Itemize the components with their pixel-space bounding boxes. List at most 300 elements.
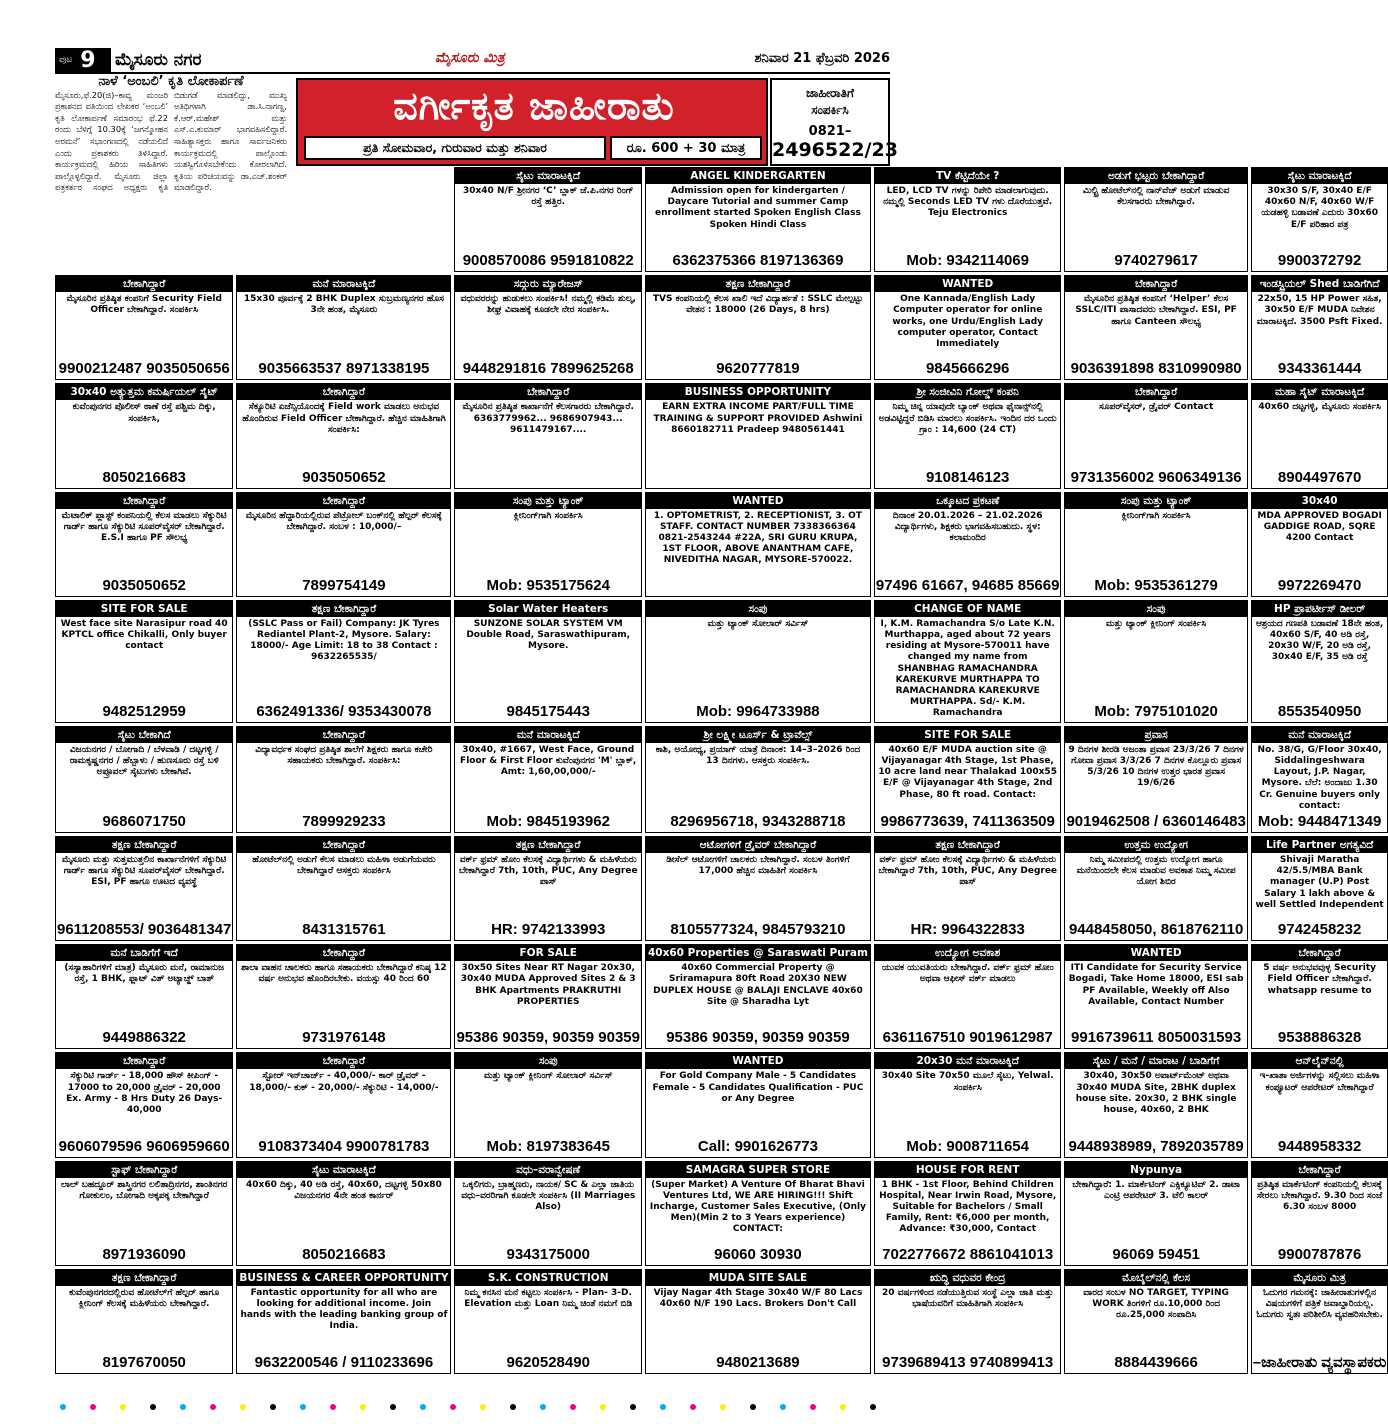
- ad-title: ಮನೆ ಮಾರಾಟಕ್ಕಿದೆ: [237, 276, 450, 292]
- ad-phone: 8050216683: [302, 1245, 386, 1263]
- ad-title: WANTED: [646, 1053, 870, 1069]
- ad-title: ಉದ್ಯೋಗ ಅವಕಾಶ: [875, 945, 1061, 961]
- ad-body: 30x50 Sites Near RT Nagar 20x30, 30x40 MUDA Approved Sites 2 & 3 BHK Apartments PRAKRUTHI PROPERTIES: [460, 963, 636, 1007]
- registration-dot: [210, 1404, 216, 1410]
- ad-phone: 9739689413 9740899413: [882, 1353, 1054, 1371]
- ad-phone: 9008570086 9591810822: [462, 252, 634, 270]
- ad-title: ಸದ್ಗುರು ಮ್ಯಾರೇಜಸ್: [455, 276, 641, 292]
- ad-body: ಆಶ್ರಯದ ಗಣಪತಿ ಬಡಾವಣೆ 18ನೇ ಹಂತ, 40x60 S/F, 40 ಅಡಿ ರಸ್ತೆ, 20x30 W/F, 20 ಅಡಿ ರಸ್ತೆ, 30x40 E/F, 35 ಅಡಿ ರಸ್ತೆ: [1255, 618, 1384, 663]
- ad-phone: 9986773639, 7411363509: [880, 812, 1055, 830]
- ad-body: ದಿನಾಂಕ 20.01.2026 – 21.02.2026 ವಿದ್ಯಾರ್ಥಿಗಳು, ಶಿಕ್ಷಕರು ಭಾಗವಹಿಸಬಹುದು. ಸ್ಥಳ: ಕಲಾಮಂದಿರ: [892, 510, 1043, 544]
- ad-title: ಮೊಬೈಲ್‌ನಲ್ಲಿ ಕೆಲಸ: [1065, 1270, 1246, 1286]
- ad-title: ಆನ್‌ಲೈನ್‌ನಲ್ಲಿ: [1252, 1053, 1388, 1069]
- ad-title: BUSINESS & CAREER OPPORTUNITY: [239, 1271, 449, 1284]
- ad-phone: 95386 90359, 90359 90359: [456, 1029, 640, 1047]
- registration-dot: [750, 1404, 756, 1410]
- ad-phone: 7899754149: [302, 576, 386, 594]
- ad-title: Nypunya: [1065, 1162, 1246, 1178]
- registration-dot: [450, 1404, 456, 1410]
- ad-body: 40x60 ದಟ್ಟಗಳ್ಳಿ, ಮೈಸೂರು ಸಂಪರ್ಕಿಸಿ: [1258, 402, 1381, 413]
- ad-body: ಕುವೆಂಪುನಗರ ಪೊಲೀಸ್ ಠಾಣೆ ರಸ್ತೆ ಪಶ್ಚಿಮ ದಿಕ್ಕು, ಸಂಪರ್ಕಿಸಿ,: [72, 402, 216, 424]
- page-label: ಪುಟ: [59, 55, 73, 65]
- classified-ad: [1064, 944, 1247, 1049]
- ad-title: ಒಕ್ಕೂಟದ ಪ್ರಕಟಣೆ: [875, 493, 1061, 509]
- classified-ad: [1251, 600, 1388, 723]
- ad-title: ತಕ್ಷಣ ಬೇಕಾಗಿದ್ದಾರೆ: [237, 601, 450, 617]
- ad-title: ತಕ್ಷಣ ಬೇಕಾಗಿದ್ದಾರೆ: [875, 837, 1061, 853]
- ad-title: ಬೇಕಾಗಿದ್ದಾರೆ: [237, 727, 450, 743]
- classified-ad: [55, 944, 233, 1049]
- classified-ad: [1064, 1269, 1247, 1374]
- classified-ad: [454, 600, 642, 723]
- ad-phone: 9448458050, 8618762110: [1068, 921, 1244, 939]
- ad-title: ಬೇಕಾಗಿದ್ದಾರೆ: [1252, 945, 1388, 961]
- classified-ad: [1251, 944, 1388, 1049]
- classified-ad: [645, 836, 871, 941]
- classified-ad: [1251, 383, 1388, 488]
- classified-ad: [454, 1269, 642, 1374]
- ad-phone: 9740279617: [1114, 252, 1198, 270]
- ad-body: West face site Narasipur road 40 KPTCL office Chikalli, Only buyer contact: [60, 618, 228, 652]
- ad-title: 30x40 ಅತ್ಯುತ್ತಮ ಕಮರ್ಷಿಯಲ್ ಸೈಟ್: [56, 384, 232, 400]
- ad-phone: 96069 59451: [1112, 1245, 1200, 1263]
- ad-phone: 9611208553/ 9036481347: [57, 921, 232, 939]
- ad-title: ತಕ್ಷಣ ಬೇಕಾಗಿದ್ದಾರೆ: [646, 276, 870, 292]
- ad-title: Life Partner ಅಗತ್ಯವಿದೆ: [1252, 837, 1388, 853]
- ad-phone: 9019462508 / 6360146483: [1066, 812, 1246, 830]
- ad-title: ಬೇಕಾಗಿದ್ದಾರೆ: [237, 493, 450, 509]
- ad-title: ಬೇಕಾಗಿದ್ದಾರೆ: [1252, 1162, 1388, 1178]
- ad-body: ಓದುಗರ ಗಮನಕ್ಕೆ: ಜಾಹೀರಾತುಗಳಲ್ಲಿನ ವಿಷಯಗಳಿಗೆ ಪತ್ರಿಕೆ ಜವಾಬ್ದಾರಿಯಲ್ಲ. ಓದುಗರು ಸ್ವತಃ ಪರಿಶೀಲಿಸಿ ವ್ಯವಹರಿಸಬೇಕು.: [1256, 1287, 1383, 1321]
- classified-ad: [645, 944, 871, 1049]
- paper-logo: ಮೈಸೂರು ಮಿತ್ರ: [435, 50, 505, 66]
- contact-line-2: ಸಂಪರ್ಕಿಸಿ: [811, 103, 849, 117]
- ad-contact-box: [770, 78, 898, 166]
- ad-phone: 7022776672 8861041013: [882, 1245, 1054, 1263]
- classified-ad: [55, 492, 233, 597]
- ad-phone: Mob: 9845193962: [486, 812, 610, 830]
- ad-body: LED, LCD TV ಗಳನ್ನು ರಿಪೇರಿ ಮಾಡಲಾಗುವುದು. ನಮ್ಮಲ್ಲಿ Seconds LED TV ಗಳು ದೊರೆಯುತ್ತವೆ. Teju Electronics: [883, 186, 1053, 219]
- ad-body: 15x30 ಪೂರ್ವಕ್ಕೆ 2 BHK Duplex ಸುಬ್ರಮಣ್ಯನಗರ ಹೊಸ 3ನೇ ಹಂತ, ಮೈಸೂರು: [243, 294, 444, 316]
- classified-ad: [645, 600, 871, 723]
- ad-body: 9 ದಿನಗಳ ಶೀರಡಿ ಅಜಂತಾ ಪ್ರವಾಸ 23/3/26 7 ದಿನಗಳ ಗೋವಾ ಪ್ರವಾಸ 3/3/26 7 ದಿನಗಳ ಕೊಲ್ಲೂರು ಪ್ರವಾಸ 5/3/26 10 ದಿನಗಳ ಉತ್ತರ ಭಾರತ ಪ್ರವಾಸ 19/6/26: [1068, 744, 1244, 789]
- ad-title: ಬೇಕಾಗಿದ್ದಾರೆ: [1065, 276, 1246, 292]
- ad-phone: 7899929233: [302, 812, 386, 830]
- banner-price: ರೂ. 600 + 30 ಮಾತ್ರ: [610, 136, 762, 160]
- classified-ads-grid: [55, 167, 1387, 1374]
- ad-body: 30x40 Site 70x50 ಮೂಲೆ ಸೈಟು, Yelwal. ಸಂಪರ್ಕಿಸಿ: [881, 1071, 1054, 1093]
- classified-ad: [454, 492, 642, 597]
- classified-ad: [55, 1161, 233, 1266]
- ad-title: ಬೇಕಾಗಿದ್ದಾರೆ: [56, 1053, 232, 1069]
- ad-body: ಮತ್ತು ಟ್ಯಾಂಕ್ ಕ್ಲೀನಿಂಗ್ ಸೋಲಾರ್ ಸರ್ವಿಸ್: [483, 1071, 613, 1082]
- ad-body: EARN EXTRA INCOME PART/FULL TIME TRAINING & SUPPORT PROVIDED Ashwini 8660182711 Pradeep 9480561441: [653, 402, 863, 435]
- ad-title: ಆಟೋಗಳಿಗೆ ಡ್ರೈವರ್ ಬೇಕಾಗಿದ್ದಾರೆ: [646, 837, 870, 853]
- registration-dot: [300, 1404, 306, 1410]
- registration-dot: [840, 1404, 846, 1410]
- ad-body: ಮಿಲ್ಟ್ರಿ ಹೋಟೆಲ್‌ನಲ್ಲಿ ನಾನ್‌ವೆಜ್ ಅಡುಗೆ ಮಾಡುವ ಕೆಲಸಗಾರರು ಬೇಕಾಗಿದ್ದಾರೆ.: [1082, 186, 1230, 208]
- registration-dot: [570, 1404, 576, 1410]
- classified-ad: [236, 383, 451, 488]
- ad-body: ಸೆಕ್ಯೂರಿಟಿ ಏಜೆನ್ಸಿಯೊಂದಕ್ಕೆ Field work ಮಾಡಲು ಅನುಭವ ಹೊಂದಿರುವ Field Officer ಬೇಕಾಗಿದ್ದಾರೆ. ಹೆಚ್ಚಿನ ಮಾಹಿತಿಗಾಗಿ ಸಂಪರ್ಕಿಸಿ:: [242, 402, 446, 435]
- classified-ad: [55, 726, 233, 833]
- classified-ad: [1064, 492, 1247, 597]
- ad-body: ಡೀಸೆಲ್ ಆಟೋಗಳಿಗೆ ಚಾಲಕರು ಬೇಕಾಗಿದ್ದಾರೆ. ಸಂಬಳ ತಿಂಗಳಿಗೆ 17,000 ಹೆಚ್ಚಿನ ಮಾಹಿತಿಗೆ ಸಂಪರ್ಕಿಸಿ: [666, 854, 850, 877]
- classified-ad: [645, 1161, 871, 1266]
- ad-body: 30x40, #1667, West Face, Ground Floor & First Floor ಕುವೆಂಪುನಗರ 'M' ಬ್ಲಾಕ್, Amt: 1,60,00,000/-: [460, 744, 637, 778]
- ad-body: One Kannada/English Lady Computer operator for online works, one Urdu/English Lady computer operator, Contact Immediately: [892, 294, 1044, 350]
- ad-phone: 8904497670: [1277, 468, 1362, 486]
- registration-dot: [120, 1404, 126, 1410]
- ad-phone: –ಜಾಹೀರಾತು ವ್ಯವಸ್ಥಾಪಕರು: [1252, 1353, 1387, 1371]
- ad-phone: 8197670050: [102, 1353, 186, 1371]
- ad-phone: 9108373404 9900781783: [258, 1137, 430, 1155]
- registration-dot: [660, 1404, 666, 1410]
- ad-body: ಸೂಪರ್‌ವೈಸರ್, ಡ್ರೈವರ್ Contact: [1098, 402, 1214, 413]
- classified-ad: [1251, 275, 1388, 380]
- classified-ad: [874, 600, 1062, 723]
- registration-dot: [240, 1404, 246, 1410]
- ad-body: ಕ್ಲೀನಿಂಗ್‌ಗಾಗಿ ಸಂಪರ್ಕಿಸಿ: [513, 510, 583, 521]
- ad-title: ಬೇಕಾಗಿದ್ದಾರೆ: [237, 837, 450, 853]
- classifieds-banner: [296, 78, 768, 166]
- classified-ad: [1251, 726, 1388, 833]
- classified-ad: [645, 492, 871, 597]
- registration-dot: [630, 1404, 636, 1410]
- ad-phone: 9845175443: [506, 702, 590, 720]
- ad-phone: 9900787876: [1277, 1245, 1362, 1263]
- ad-body: ವರ್ಕ್ ಫ್ರಮ್ ಹೋಂ ಕೆಲಸಕ್ಕೆ ವಿದ್ಯಾರ್ಥಿಗಳು & ಮಹಿಳೆಯರು ಬೇಕಾಗಿದ್ದಾರೆ 7th, 10th, PUC, Any Degree ಪಾಸ್: [458, 854, 638, 888]
- ad-title: ಬೇಕಾಗಿದ್ದಾರೆ: [1065, 384, 1246, 400]
- ad-title: ಸ್ಟಾಫ್ ಬೇಕಾಗಿದ್ದಾರೆ: [56, 1162, 232, 1178]
- ad-title: ಸೈಟು ಮಾರಾಟಕ್ಕಿದೆ: [1252, 168, 1388, 184]
- ad-phone: 9035663537 8971338195: [258, 360, 430, 378]
- section-title: ಮೈಸೂರು ನಗರ: [115, 50, 202, 70]
- ad-phone: 6362375366 8197136369: [672, 252, 844, 270]
- registration-dot: [810, 1404, 816, 1410]
- ad-title: ಬೇಕಾಗಿದ್ದಾರೆ: [56, 276, 232, 292]
- issue-date: ಶನಿವಾರ 21 ಫೆಬ್ರವರಿ 2026: [754, 51, 890, 66]
- ad-body: (SSLC Pass or Fail) Company: JK Tyres Rediantel Plant-2, Mysore. Salary: 18000/- Age Limit: 18 to 38 Contact : 9632265535/: [248, 618, 440, 663]
- contact-number: 2496522/23: [772, 139, 898, 161]
- ad-body: Fantastic opportunity for all who are looking for additional income. Join hands with the leading banking group of India.: [240, 1287, 448, 1332]
- classified-ad: [454, 167, 642, 272]
- registration-dot: [60, 1404, 66, 1410]
- ad-phone: Call: 9901626773: [697, 1137, 818, 1155]
- ad-phone: 9845666296: [925, 360, 1010, 378]
- registration-dot: [90, 1404, 96, 1410]
- ad-phone: 9900212487 9035050656: [58, 360, 230, 378]
- ad-body: 5 ವರ್ಷ ಅನುಭವವುಳ್ಳ Security Field Officer ಬೇಕಾಗಿದ್ದಾರೆ. whatsapp resume to: [1263, 963, 1376, 996]
- ad-body: TVS ಕಂಪನಿಯಲ್ಲಿ ಕೆಲಸ ಖಾಲಿ ಇದೆ ವಿದ್ಯಾರ್ಹತೆ : SSLC ಮೇಲ್ಪಟ್ಟು ವೇತನ : 18000 (26 Days, 8 hrs): [652, 294, 863, 316]
- classified-ad: [236, 944, 451, 1049]
- classified-ad: [454, 836, 642, 941]
- registration-dot: [540, 1404, 546, 1410]
- ad-title: HOUSE FOR RENT: [875, 1162, 1061, 1178]
- ad-title: WANTED: [646, 493, 870, 509]
- ad-body: ವಿಜಯನಗರ / ಬೋಗಾದಿ / ಬೆಳವಾಡಿ / ದಟ್ಟಗಳ್ಳಿ / ರಾಮಕೃಷ್ಣನಗರ / ಹೆಬ್ಬಾಳು / ಹುಣಸೂರು ರಸ್ತೆ ಬಳಿ ಅಪ್ರೂವಲ್ ಸೈಟುಗಳು ಬೇಕಾಗಿವೆ.: [69, 744, 219, 778]
- ad-title: ಮನೆ ಮಾರಾಟಕ್ಕಿದೆ: [455, 727, 641, 743]
- classified-ad: [1064, 275, 1247, 380]
- registration-dot: [390, 1404, 396, 1410]
- ad-phone: 8050216683: [102, 468, 186, 486]
- classified-ad: [454, 944, 642, 1049]
- ad-phone: 9343361444: [1277, 360, 1362, 378]
- classified-ad: [874, 1161, 1062, 1266]
- ad-title: ಸಂಪು ಮತ್ತು ಟ್ಯಾಂಕ್: [1065, 493, 1246, 509]
- classified-ad: [1064, 383, 1247, 488]
- ad-title: ಋದ್ಧಿ ವಧುವರ ಕೇಂದ್ರ: [875, 1270, 1061, 1286]
- classified-ad: [874, 944, 1062, 1049]
- classified-ad: [454, 1052, 642, 1157]
- classified-ad: [454, 726, 642, 833]
- ad-title: ಬೇಕಾಗಿದ್ದಾರೆ: [237, 945, 450, 961]
- registration-dot: [480, 1404, 486, 1410]
- classified-ad: [874, 492, 1062, 597]
- ad-title: CHANGE OF NAME: [875, 601, 1061, 617]
- classified-ad: [645, 1269, 871, 1374]
- classified-ad: [1251, 492, 1388, 597]
- registration-dot: [780, 1404, 786, 1410]
- ad-phone: Mob: 9535361279: [1094, 576, 1218, 594]
- classified-ad: [454, 383, 642, 488]
- registration-dot: [690, 1404, 696, 1410]
- ad-title: ಬೇಕಾಗಿದ್ದಾರೆ: [56, 493, 232, 509]
- ad-phone: 8431315761: [302, 921, 386, 939]
- ad-body: Vijay Nagar 4th Stage 30x40 W/F 80 Lacs 40x60 N/F 190 Lacs. Brokers Don't Call: [653, 1287, 863, 1309]
- classified-ad: [645, 383, 871, 488]
- registration-dot: [180, 1404, 186, 1410]
- ad-phone: Mob: 9964733988: [696, 702, 820, 720]
- ad-body: 30x40, 30x50 ಅಪಾರ್ಟ್‌ಮೆಂಟ್ ಅಥವಾ 30x40 MUDA Site, 2BHK duplex house site. 20x30, 2 BHK single house, 40x60, 2 BHK: [1075, 1071, 1237, 1115]
- ad-body: ನಿಮ್ಮ ಸಮೀಪದಲ್ಲಿ ಉತ್ತಮ ಉದ್ಯೋಗ ಹಾಗೂ ಮನೆಯಿಂದಲೇ ಕೆಲಸ ಮಾಡುವ ಅವಕಾಶ ನಿಮ್ಮ ಸಮೀಪ ಯೋಗ ಶಿಬಿರ: [1076, 854, 1236, 888]
- ad-phone: 8971936090: [102, 1245, 186, 1263]
- ad-body: MDA APPROVED BOGADI GADDIGE ROAD, SQRE 4200 Contact: [1257, 510, 1382, 544]
- classified-ad: [1064, 600, 1247, 723]
- ad-title: MUDA SITE SALE: [646, 1270, 870, 1286]
- ad-phone: Mob: 9448471349: [1257, 812, 1382, 830]
- classified-ad: [55, 836, 233, 941]
- ad-title: SITE FOR SALE: [875, 727, 1061, 743]
- classified-ad: [1064, 726, 1247, 833]
- ad-body: (ಸಸ್ಯಾಹಾರಿಗಳಿಗೆ ಮಾತ್ರ) ಮೈಸೂರು ಮನೆ, ರಾಮಾನುಜ ರಸ್ತೆ, 1 BHK, ಫ್ಲಾಟ್ ವಿತ್ ಅಟ್ಯಾಚ್ಡ್ ಬಾತ್: [64, 963, 225, 985]
- ad-phone: 9620528490: [506, 1353, 590, 1371]
- classified-ad: [1251, 1161, 1388, 1266]
- ad-body: 30x30 S/F, 30x40 E/F 40x60 N/F, 40x60 W/F ಯಡಹಳ್ಳಿ ಬಡಾವಣೆ ಎದುರು 30x60 E/F ಪರಿಹಾರ ಪತ್ರ: [1261, 186, 1378, 230]
- page-header: [55, 48, 890, 74]
- contact-line-1: ಜಾಹೀರಾತಿಗೆ: [806, 86, 854, 100]
- ad-phone: HR: 9964322833: [910, 921, 1025, 939]
- ad-body: ಕಾಶಿ, ಅಯೋಧ್ಯ, ಪ್ರಯಾಗ್ ಯಾತ್ರೆ ದಿನಾಂಕ: 14–3–2026 ರಿಂದ 13 ದಿನಗಳು. ಆಸಕ್ತರು ಸಂಪರ್ಕಿಸಿ.: [655, 744, 861, 766]
- ad-title: S.K. CONSTRUCTION: [455, 1270, 641, 1286]
- classified-ad: [1251, 1052, 1388, 1157]
- ad-title: TV ಕೆಟ್ಟಿದೆಯೇ ?: [875, 168, 1061, 184]
- classified-ad: [874, 167, 1062, 272]
- ad-title: 30x40: [1252, 493, 1388, 509]
- ad-body: 40x60 ದಿಕ್ಕು, 40 ಅಡಿ ರಸ್ತೆ, 40x60, ದಟ್ಟಗಳ್ಳಿ 50x80 ವಿಜಯನಗರ 4ನೇ ಹಂತ ಕಾರ್ನರ್: [246, 1179, 442, 1201]
- ad-title: WANTED: [875, 276, 1061, 292]
- ad-phone: 9686071750: [102, 812, 186, 830]
- ad-phone: 9480213689: [716, 1353, 800, 1371]
- ad-body: ಮತ್ತು ಟ್ಯಾಂಕ್ ಸೋಲಾರ್ ಸರ್ವಿಸ್: [707, 618, 809, 629]
- ad-title: ಬೇಕಾಗಿದ್ದಾರೆ: [455, 384, 641, 400]
- classified-ad: [236, 275, 451, 380]
- ad-title: ಬೇಕಾಗಿದ್ದಾರೆ: [237, 1053, 450, 1069]
- ad-phone: 9035050652: [302, 468, 386, 486]
- ad-phone: 9916739611 8050031593: [1071, 1029, 1242, 1047]
- ad-phone: 96060 30930: [714, 1245, 802, 1263]
- classified-ad: [1251, 1269, 1388, 1374]
- ad-title: ಸಂಪು: [455, 1053, 641, 1069]
- registration-dot: [420, 1404, 426, 1410]
- classified-ad: [1064, 1161, 1247, 1266]
- ad-title: BUSINESS OPPORTUNITY: [646, 384, 870, 400]
- ad-body: ಲಾಲ್ ಬಹದ್ದೂರ್ ಶಾಸ್ತ್ರಿನಗರ ಲಲಿತಾದ್ರಿನಗರ, ಶಾಂತಿನಗರ ಗೋಕುಲಂ, ಬೋಗಾದಿ ಅಕ್ಕಪಕ್ಕ ಬೇಕಾಗಿದ್ದಾರೆ: [60, 1179, 228, 1201]
- ad-phone: 9448958332: [1277, 1137, 1362, 1155]
- ad-title: ವಧು–ವರಾನ್ವೇಷಣೆ: [455, 1162, 641, 1178]
- ad-title: ತಕ್ಷಣ ಬೇಕಾಗಿದ್ದಾರೆ: [56, 837, 232, 853]
- ad-title: ಉತ್ತಮ ಉದ್ಯೋಗ: [1065, 837, 1246, 853]
- ad-phone: 95386 90359, 90359 90359: [666, 1029, 850, 1047]
- ad-title: ಶ್ರೀ ಲಕ್ಷ್ಮೀ ಟೂರ್ಸ್ & ಟ್ರಾವೆಲ್ಸ್: [646, 727, 870, 743]
- ad-title: FOR SALE: [455, 945, 641, 961]
- ad-body: Admission open for kindergarten / Daycare Tutorial and summer Camp enrollment started Spoken English Class Spoken Hindi Class: [655, 186, 861, 230]
- classified-ad: [874, 383, 1062, 488]
- ad-phone: 9538886328: [1277, 1029, 1362, 1047]
- ad-phone: 9606079596 9606959660: [58, 1137, 230, 1155]
- ad-body: ITI Candidate for Security Service Bogadi, Take Home 18000, ESI sab PF Available, Weekly off Also Available, Contact Number: [1068, 963, 1244, 1007]
- ad-title: ಸಂಪು: [646, 601, 870, 617]
- ad-phone: HR: 9742133993: [491, 921, 606, 939]
- ad-title: ಸೈಟು ಬೇಕಾಗಿದೆ: [56, 727, 232, 743]
- ad-title: SITE FOR SALE: [56, 601, 232, 617]
- ad-title: WANTED: [1065, 945, 1246, 961]
- ad-title: ಮೈಸೂರು ಮಿತ್ರ: [1252, 1270, 1388, 1286]
- ad-phone: 9731356002 9606349136: [1070, 468, 1242, 486]
- ad-phone: 6362491336/ 9353430078: [256, 702, 432, 720]
- ad-title: ತಕ್ಷಣ ಬೇಕಾಗಿದ್ದಾರೆ: [56, 1270, 232, 1286]
- ad-body: 1. OPTOMETRIST, 2. RECEPTIONIST, 3. OT STAFF. CONTACT NUMBER 7338366364 0821-2543244 #22A, SRI GURU KRUPA, 1ST FLOOR, ABOVE ANANTHAM CAFE, NIVEDITHA NAGAR, MYSORE-570022.: [653, 510, 862, 566]
- ad-phone: 9448291816 7899625268: [462, 360, 634, 378]
- ad-title: ಅಡುಗೆ ಭಟ್ಟರು ಬೇಕಾಗಿದ್ದಾರೆ: [1065, 168, 1246, 184]
- ad-phone: Mob: 9535175624: [486, 576, 610, 594]
- ad-phone: Mob: 9008711654: [906, 1137, 1029, 1155]
- ad-phone: 9972269470: [1277, 576, 1362, 594]
- classified-ad: [55, 1269, 233, 1374]
- classified-ad: [874, 836, 1062, 941]
- ad-phone: 9343175000: [506, 1245, 590, 1263]
- ad-phone: 8884439666: [1114, 1353, 1198, 1371]
- print-registration-marks: [60, 1404, 880, 1412]
- ad-phone: 8553540950: [1277, 702, 1362, 720]
- ad-title: ಸೈಟು ಮಾರಾಟಕ್ಕಿದೆ: [455, 168, 641, 184]
- classified-ad: [874, 1269, 1062, 1374]
- ad-body: ಕುವೆಂಪುನಗರದಲ್ಲಿರುವ ಹೋಟೆಲ್‌ಗೆ ಹೆಲ್ಪರ್ ಹಾಗೂ ಕ್ಲೀನಿಂಗ್ ಕೆಲಸಕ್ಕೆ ಮಹಿಳೆಯರು ಬೇಕಾಗಿದ್ದಾರೆ.: [69, 1287, 220, 1309]
- ad-title: ಸೈಟು ಮಾರಾಟಕ್ಕಿದೆ: [237, 1162, 450, 1178]
- ad-phone: 8105577324, 9845793210: [670, 921, 846, 939]
- banner-schedule: ಪ್ರತಿ ಸೋಮವಾರ, ಗುರುವಾರ ಮತ್ತು ಶನಿವಾರ: [304, 136, 606, 160]
- ad-phone: Mob: 7975101020: [1094, 702, 1218, 720]
- classified-ad: [1064, 1052, 1247, 1157]
- ad-phone: 9900372792: [1277, 252, 1362, 270]
- ad-body: ನಿಮ್ಮ ಕನಸಿನ ಮನೆ ಕಟ್ಟಲು ಸಂಪರ್ಕಿಸಿ - Plan- 3-D. Elevation ಮತ್ತು Loan ನಿಮ್ಮ ಚಿಂತೆ ನಮಗೆ ಬಿಡಿ: [464, 1287, 633, 1309]
- classified-ad: [55, 383, 233, 488]
- classified-ad: [55, 1052, 233, 1157]
- page-number-badge: [55, 48, 111, 72]
- ad-body: ಬೇಕಾಗಿದ್ದಾರೆ: 1. ಮಾರ್ಕೆಟಿಂಗ್ ಎಕ್ಸಿಕ್ಯೂಟಿವ್ 2. ಡಾಟಾ ಎಂಟ್ರಿ ಆಪರೇಟರ್ 3. ಟೆಲಿ ಕಾಲರ್: [1072, 1179, 1240, 1201]
- classified-ad: [645, 275, 871, 380]
- ad-title: ಇಂಡಸ್ಟ್ರಿಯಲ್ Shed ಬಾಡಿಗೆಗಿದೆ: [1252, 276, 1388, 292]
- classified-ad: [55, 600, 233, 723]
- contact-std-code: 0821–: [808, 124, 852, 139]
- registration-dot: [150, 1404, 156, 1410]
- classified-ad: [1064, 167, 1247, 272]
- ad-title: SAMAGRA SUPER STORE: [646, 1162, 870, 1178]
- banner-title: ವರ್ಗೀಕೃತ ಜಾಹೀರಾತು: [393, 84, 675, 128]
- classified-ad: [645, 167, 871, 272]
- ad-title: 20x30 ಮನೆ ಮಾರಾಟಕ್ಕಿದೆ: [875, 1053, 1061, 1069]
- registration-dot: [330, 1404, 336, 1410]
- classified-ad: [236, 1269, 451, 1374]
- ad-title: ಸಂಪು ಮತ್ತು ಟ್ಯಾಂಕ್: [455, 493, 641, 509]
- ad-body: ಪ್ರತಿಷ್ಠಿತ ಮಾರ್ಕೆಟಿಂಗ್ ಕಂಪನಿಯಲ್ಲಿ ಕೆಲಸಕ್ಕೆ ಸೇರಲು ಬೇಕಾಗಿದ್ದಾರೆ. 9.30 ರಿಂದ ಸಂಜೆ 6.30 ಸಂಬಳ 8000: [1256, 1179, 1383, 1212]
- registration-dot: [510, 1404, 516, 1410]
- ad-title: HP ಪ್ರಾಪರ್ಟೀಸ್ ಡೀಲರ್: [1252, 601, 1388, 617]
- classified-ad: [236, 836, 451, 941]
- ad-body: No. 38/G, G/Floor 30x40, Siddalingeshwara Layout, J.P. Nagar, Mysore. ಬೆಲೆ: ಅಂದಾಜು 1.30 Cr. Genuine buyers only contact:: [1257, 744, 1382, 811]
- ad-phone: 9108146123: [925, 468, 1010, 486]
- ad-title: Solar Water Heaters: [455, 601, 641, 617]
- ad-body: 40x60 Commercial Property @ Sriramapura 80ft Road 20X30 NEW DUPLEX HOUSE @ BALAJI ENCLAVE 40x60 Site @ Sharadha Lyt: [653, 963, 863, 1007]
- ad-body: ಮೈಸೂರಿನ ಪ್ರತಿಷ್ಠಿತ ಕಂಪನಿಗೆ Security Field Officer ಬೇಕಾಗಿದ್ದಾರೆ. ಸಂಪರ್ಕಿಸಿ: [66, 294, 222, 316]
- registration-dot: [870, 1404, 876, 1410]
- ad-body: For Gold Company Male - 5 Candidates Female - 5 Candidates Qualification - PUC or Any Degree: [652, 1071, 864, 1104]
- ad-phone: 9632200546 / 9110233696: [254, 1353, 434, 1371]
- registration-dot: [270, 1404, 276, 1410]
- classified-ad: [236, 1161, 451, 1266]
- ad-phone: Mob: 9342114069: [906, 252, 1029, 270]
- ad-title: ಶ್ರೀ ಸಂಜೀವಿನಿ ಗೋಲ್ಡ್ ಕಂಪನಿ: [875, 384, 1061, 400]
- ad-body: ಸೆಕ್ಯುರಿಟಿ ಗಾರ್ಡ್ - 18,000 ಹೌಸ್ ಕೀಪಿಂಗ್ - 17000 to 20,000 ಡ್ರೈವರ್ - 20,000 Ex. Army - 8 Hrs Duty 26 Days- 40,000: [66, 1071, 223, 1115]
- ad-body: 1 BHK - 1st Floor, Behind Children Hospital, Near Irwin Road, Mysore, Suitable for Bachelors / Small Family, Rent: ₹6,000 per month, Advance: ₹30,000, Contact: [879, 1179, 1057, 1235]
- ad-phone: 9036391898 8310990980: [1070, 360, 1242, 378]
- page-number: 9: [80, 47, 96, 73]
- ad-body: Shivaji Maratha 42/5.5/MBA Bank manager (U.P) Post Salary 1 lakh above & well Settled Independent: [1255, 854, 1384, 910]
- ad-title: ಮಹಾ ಸೈಟ್ ಮಾರಾಟಕ್ಕಿದೆ: [1252, 384, 1388, 400]
- ad-body: (Super Market) A Venture Of Bharat Bhavi Ventures Ltd, WE ARE HIRING!!! Shift Incharge, Customer Sales Executive, (Only Men)(Min 2 to 3 Years experience) CONTACT:: [649, 1179, 866, 1235]
- registration-dot: [720, 1404, 726, 1410]
- ad-phone: 8296956718, 9343288718: [670, 812, 846, 830]
- ad-body: SUNZONE SOLAR SYSTEM VM Double Road, Saraswathipuram, Mysore.: [466, 618, 631, 652]
- ad-body: 20 ವರ್ಷಗಳಿಂದ ನಡೆಯುತ್ತಿರುವ ಸಂಸ್ಥೆ ಎಲ್ಲಾ ಜಾತಿ ಮತ್ತು ಭಾಷೆಯವರಿಗೆ ಮಾಹಿತಿಗಾಗಿ ಸಂಪರ್ಕಿಸಿ: [882, 1287, 1054, 1309]
- ad-body: 40x60 E/F MUDA auction site @ Vijayanagar 4th Stage, 1st Phase, 10 acre land near Thalakad 100x55 E/F @ Vijayanagar 4th Stage, 2nd Phase, 80 ft road. Contact:: [878, 744, 1057, 800]
- classified-ad: [645, 1052, 871, 1157]
- ad-title: ಮನೆ ಮಾರಾಟಕ್ಕಿದೆ: [1252, 727, 1388, 743]
- ad-title: 40x60 Properties @ Saraswati Puram: [647, 947, 868, 960]
- ad-title: ಪ್ರವಾಸ: [1065, 727, 1246, 743]
- classified-ad: [645, 726, 871, 833]
- ad-body: 30x40 N/F ಶ್ರೀನಗರ ‘C’ ಬ್ಲಾಕ್ ಜೆ.ಪಿ.ನಗರ ರಿಂಗ್ ರಸ್ತೆ ಹತ್ತಿರ.: [462, 186, 634, 208]
- ad-phone: 9035050652: [102, 576, 186, 594]
- registration-dot: [600, 1404, 606, 1410]
- ad-title: ತಕ್ಷಣ ಬೇಕಾಗಿದ್ದಾರೆ: [455, 837, 641, 853]
- ad-body: ಮೈಸೂರು ಮತ್ತು ಸುತ್ತಮುತ್ತಲಿನ ಕಾರ್ಖಾನೆಗಳಿಗೆ ಸೆಕ್ಯುರಿಟಿ ಗಾರ್ಡ್ ಹಾಗೂ ಸೆಕ್ಯುರಿಟಿ ಸೂಪರ್‌ವೈಸರ್ ಬೇಕಾಗಿದ್ದಾರೆ. ESI, PF ಹಾಗೂ ಊಟದ ವ್ಯವಸ್ಥೆ: [62, 854, 227, 888]
- ad-body: ವಿದ್ಯಾವರ್ಧಕ ಸಂಘದ ಪ್ರತಿಷ್ಠಿತ ಶಾಲೆಗೆ ಶಿಕ್ಷಕರು ಹಾಗೂ ಕಚೇರಿ ಸಹಾಯಕರು ಬೇಕಾಗಿದ್ದಾರೆ. ಸಂಪರ್ಕಿಸಿ:: [255, 744, 433, 766]
- ad-body: ಒಕ್ಕಲಿಗರು, ಬ್ರಾಹ್ಮಣರು, ನಾಯಕ/ SC & ಎಲ್ಲಾ ಜಾತಿಯ ವಧು–ವರರಿಗಾಗಿ ಕೂಡಲೇ ಸಂಪರ್ಕಿಸಿ (II Marriages Also): [461, 1179, 636, 1212]
- ad-title: ಬೇಕಾಗಿದ್ದಾರೆ: [237, 384, 450, 400]
- ad-title: ಸೈಟು / ಮನೆ / ಮಾರಾಟ / ಬಾಡಿಗೆಗೆ: [1065, 1053, 1246, 1069]
- classified-ad: [874, 726, 1062, 833]
